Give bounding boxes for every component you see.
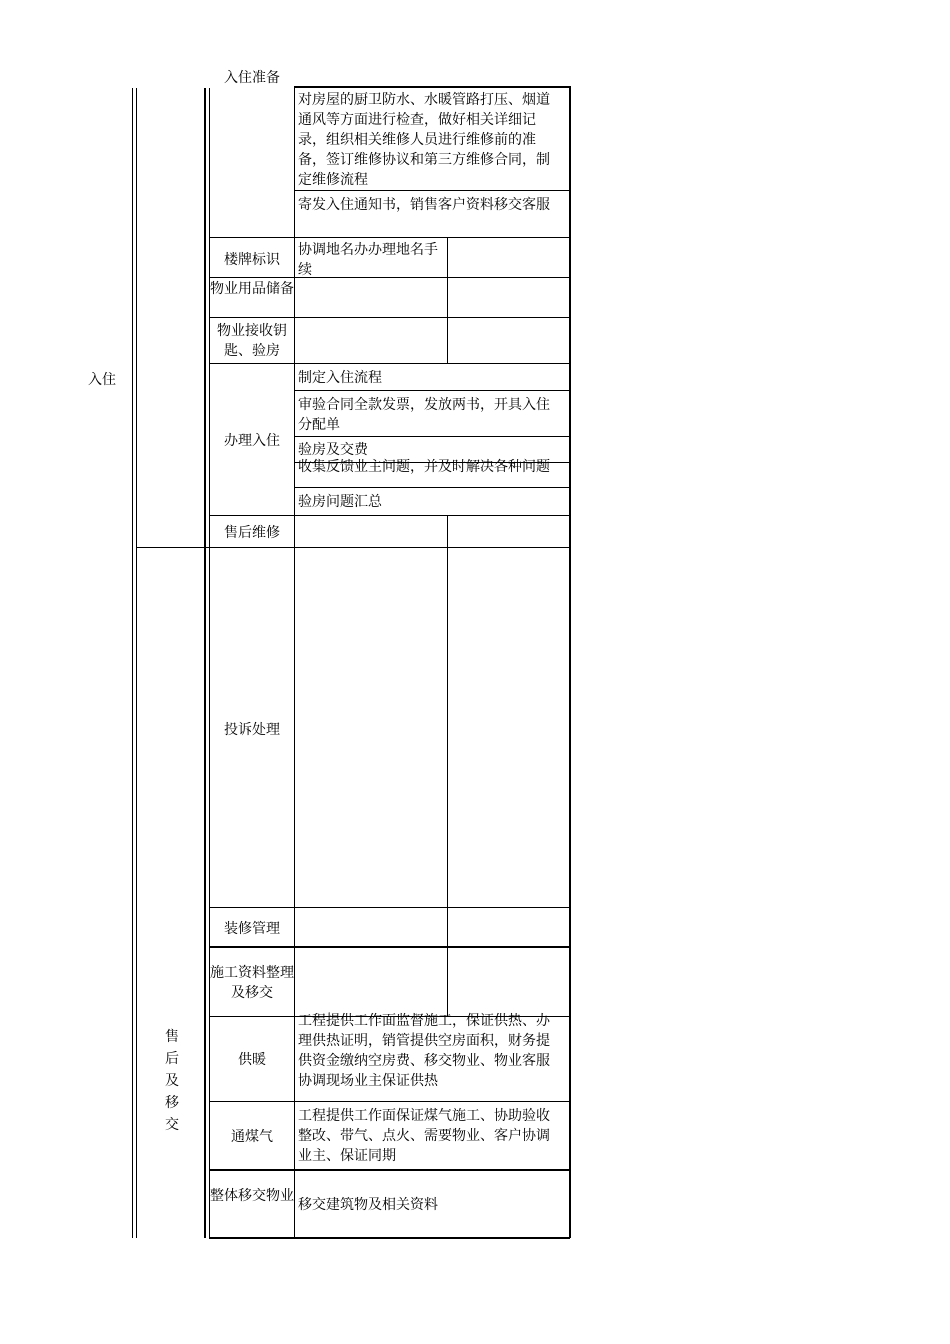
gas-task: 工程提供工作面保证煤气施工、协助验收整改、带气、点火、需要物业、客户协调业主、保证同期	[298, 1108, 550, 1164]
line-gas-end	[209, 1169, 570, 1171]
task-handover: 整体移交物业	[210, 1188, 294, 1204]
line-keys-end	[209, 363, 570, 364]
line-checkin-end	[209, 515, 570, 516]
line-phase-split	[137, 547, 570, 548]
handover-task: 移交建筑物及相关资料	[298, 1197, 438, 1213]
checkin-task-inspect-pay: 验房及交费	[298, 442, 368, 458]
line-checkin-2	[294, 436, 570, 437]
content-left-line	[294, 237, 295, 1238]
content-left-line-top	[294, 88, 295, 237]
prep-task-notice: 寄发入住通知书，销售客户资料移交客服	[298, 197, 550, 213]
task-move-in-prep: 入住准备	[224, 70, 280, 86]
line-renovation-end	[209, 946, 570, 948]
sign-task: 协调地名办办理地名手续	[298, 242, 438, 278]
task-key-handover: 物业接收钥匙、验房	[217, 323, 287, 359]
task-complaints: 投诉处理	[224, 722, 280, 738]
top-line	[294, 86, 571, 88]
line-prep-end	[209, 237, 570, 238]
prep-task-inspection: 对房屋的厨卫防水、水暖管路打压、烟道通风等方面进行检查，做好相关详细记录，组织相关维修人员进行维修前的准备，签订维修协议和第三方维修合同，制定维修流程	[298, 92, 550, 188]
task-left-line-a	[204, 88, 206, 1238]
phase-move-in: 入住	[88, 372, 116, 388]
task-building-sign: 楼牌标识	[224, 252, 280, 268]
bottom-line	[209, 1237, 570, 1239]
task-heating: 供暖	[238, 1052, 266, 1068]
checkin-task-flow: 制定入住流程	[298, 370, 382, 386]
line-supplies-end	[209, 317, 570, 318]
outer-left-line-b	[136, 88, 137, 1238]
line-checkin-1	[294, 390, 570, 391]
task-check-in: 办理入住	[224, 433, 280, 449]
line-complaint-end	[209, 907, 570, 908]
right-line	[569, 86, 571, 1238]
mid-line-1	[447, 237, 448, 363]
phase-after-sales: 售后及移交	[165, 1029, 179, 1133]
task-gas: 通煤气	[231, 1129, 273, 1145]
line-prep-split	[294, 190, 570, 191]
outer-left-line-a	[132, 88, 133, 1238]
checkin-task-verify: 审验合同全款发票，发放两书，开具入住分配单	[298, 397, 550, 433]
heating-task: 工程提供工作面监督施工，保证供热、办理供热证明，销管提供空房面积，财务提供资金缴纳空房费、移交物业、物业客服协调现场业主保证供热	[298, 1013, 550, 1089]
line-checkin-4	[294, 487, 570, 488]
task-after-repair: 售后维修	[224, 525, 280, 541]
task-construction-docs: 施工资料整理及移交	[210, 965, 294, 1001]
line-heating-end	[209, 1101, 570, 1102]
task-supplies: 物业用品储备	[210, 281, 294, 297]
checkin-task-feedback: 收集反馈业主问题，并及时解决各种问题	[298, 459, 550, 475]
mid-line-2	[447, 515, 448, 1017]
task-renovation: 装修管理	[224, 921, 280, 937]
checkin-task-summary: 验房问题汇总	[298, 494, 382, 510]
